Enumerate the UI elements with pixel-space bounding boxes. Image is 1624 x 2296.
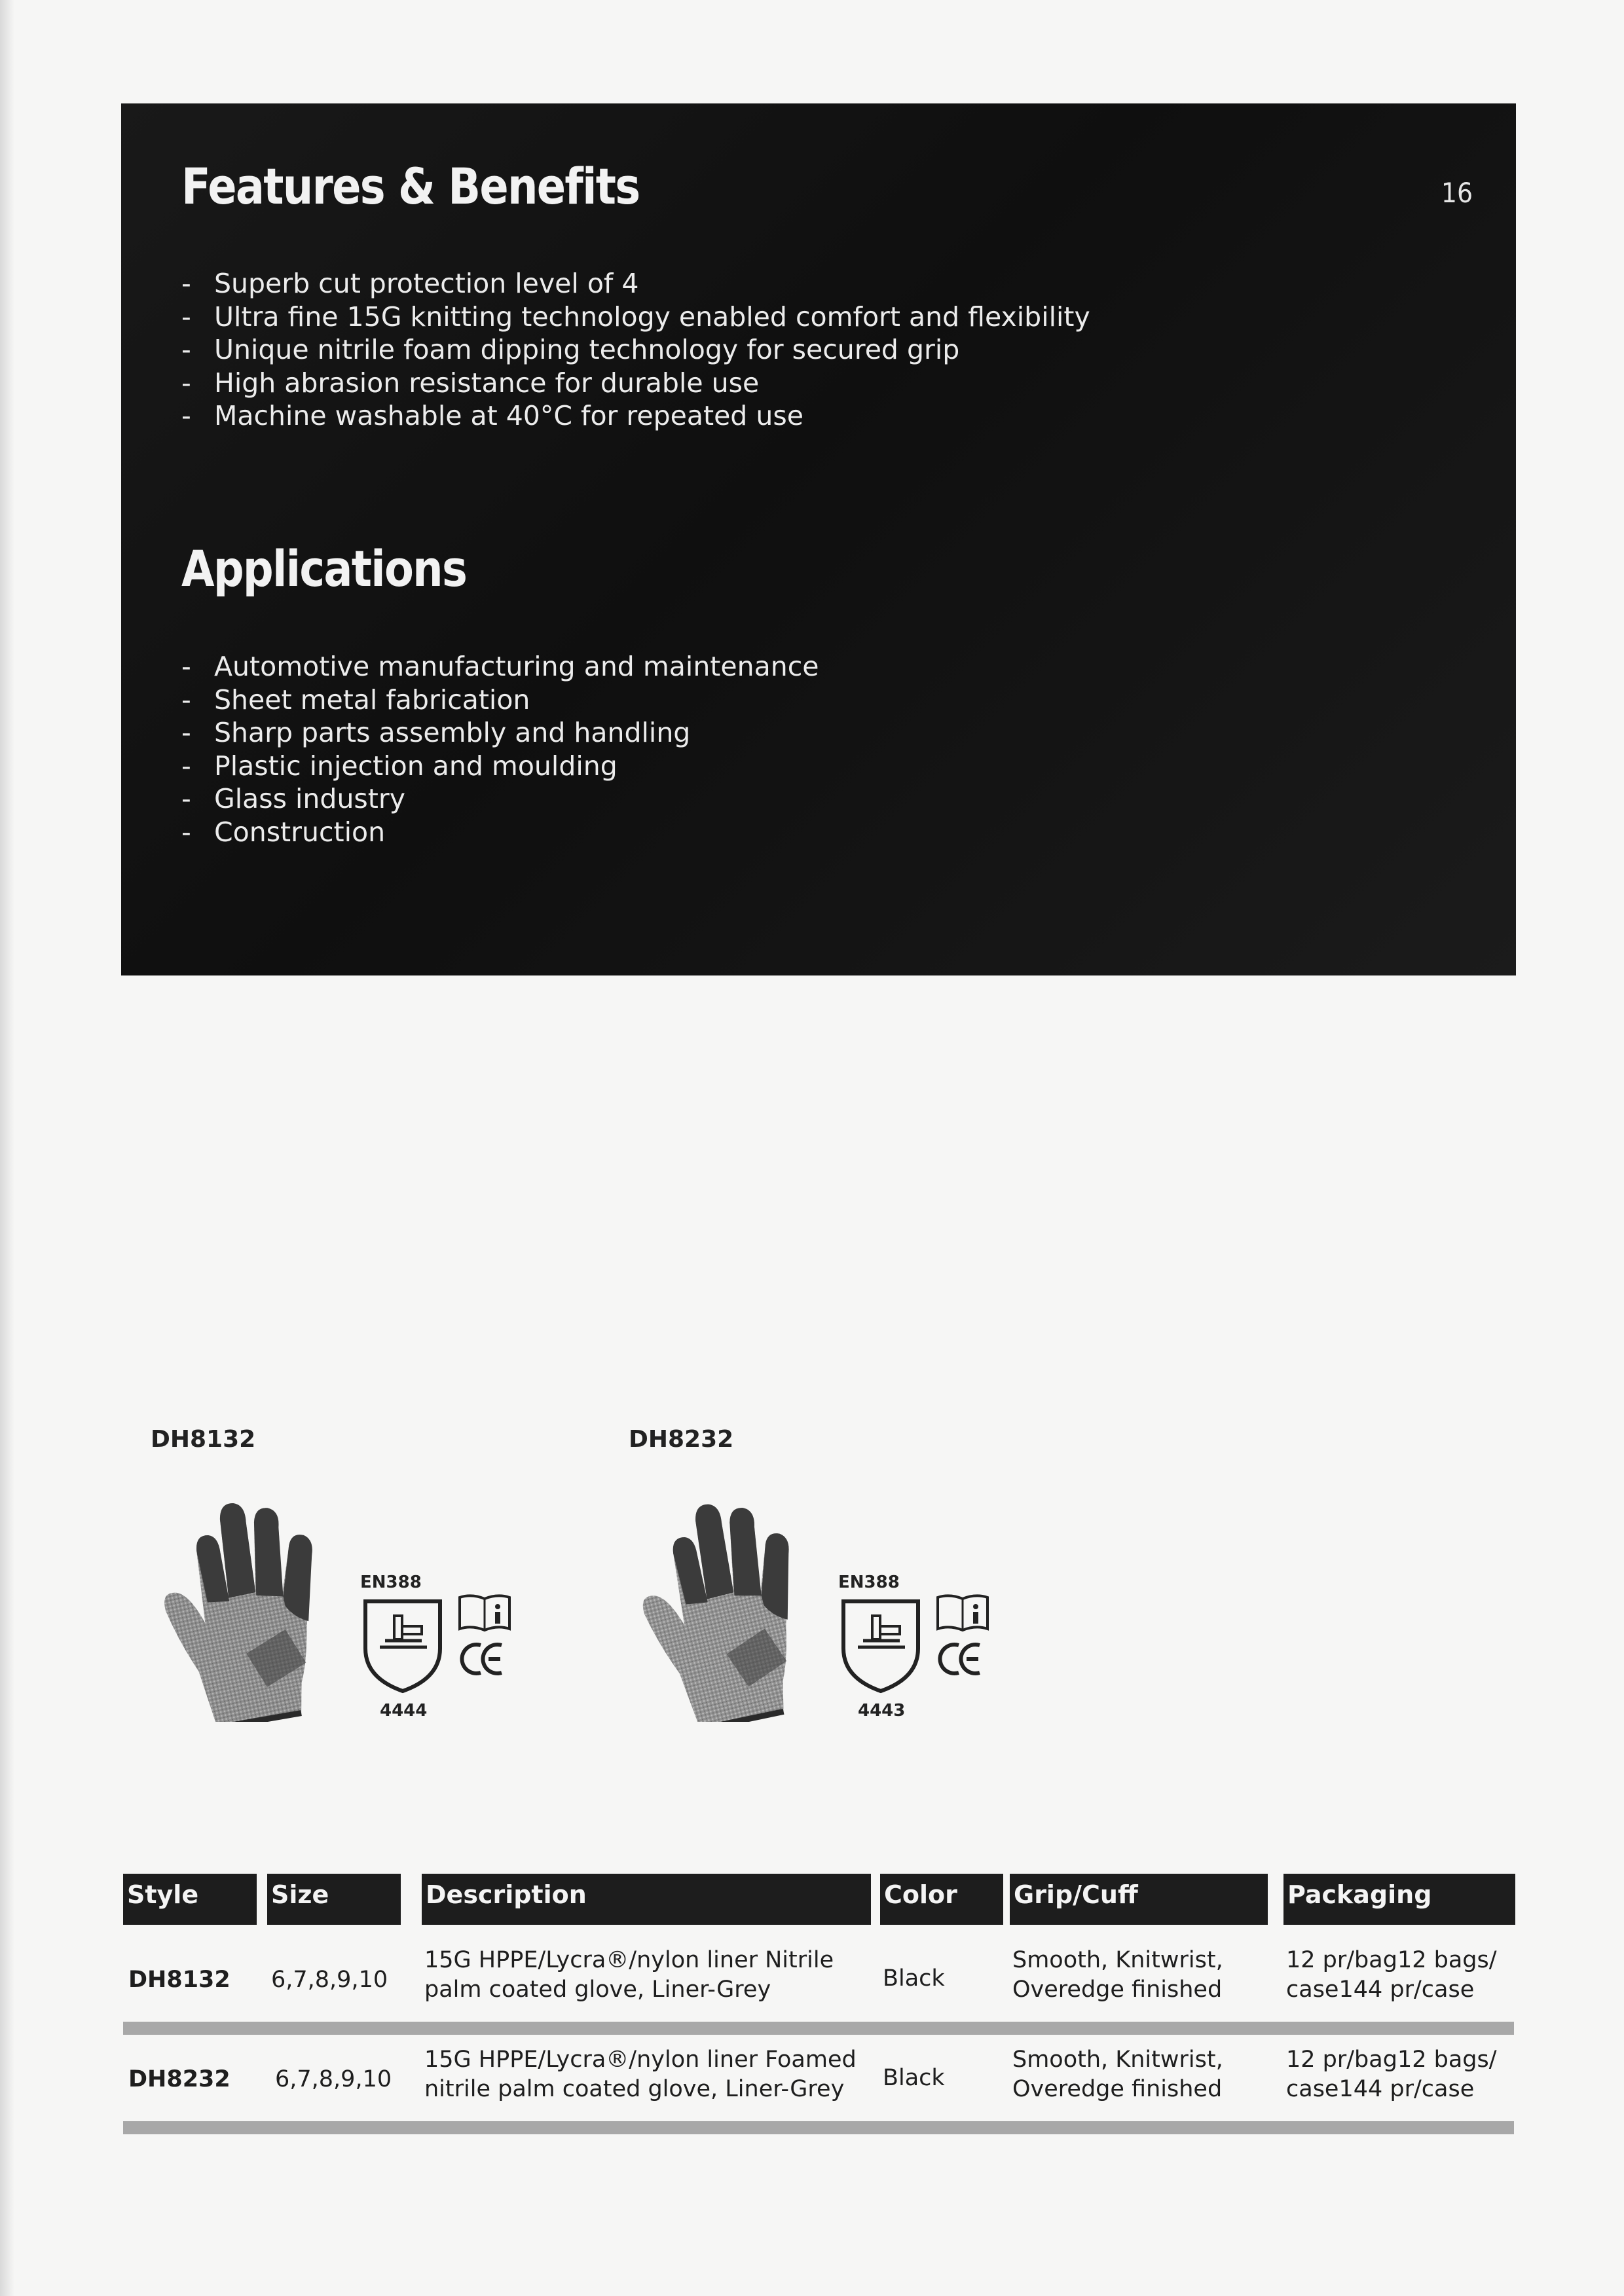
glove-image bbox=[144, 1460, 373, 1722]
cell-grip-line2: Overedge finished bbox=[1012, 1977, 1223, 2003]
feature-item: - Unique nitrile foam dipping technology for secured grip bbox=[181, 333, 1090, 367]
application-item: - Automotive manufacturing and maintenance bbox=[181, 650, 819, 683]
product-style-code: DH8132 bbox=[151, 1426, 256, 1453]
application-item: - Construction bbox=[181, 816, 819, 849]
info-book-icon bbox=[935, 1592, 990, 1633]
ce-mark-icon bbox=[938, 1640, 984, 1678]
feature-item: - High abrasion resistance for durable use bbox=[181, 367, 1090, 400]
en388-label: EN388 bbox=[838, 1573, 900, 1592]
cell-style: DH8232 bbox=[128, 2066, 231, 2092]
row-divider bbox=[123, 2121, 1514, 2134]
cell-style: DH8132 bbox=[128, 1967, 231, 1993]
cell-size: 6,7,8,9,10 bbox=[271, 1967, 388, 1993]
features-panel bbox=[121, 103, 1516, 975]
application-item: - Sharp parts assembly and handling bbox=[181, 716, 819, 750]
shield-icon bbox=[838, 1596, 923, 1694]
application-item: - Sheet metal fabrication bbox=[181, 683, 819, 717]
page-edge-shadow bbox=[0, 0, 14, 2296]
ce-mark-icon bbox=[460, 1640, 506, 1678]
features-title: Features & Benefits bbox=[181, 157, 640, 215]
applications-title: Applications bbox=[181, 539, 467, 598]
feature-item: - Machine washable at 40°C for repeated use bbox=[181, 399, 1090, 433]
table-header-style: Style bbox=[123, 1874, 257, 1925]
cell-packaging-line2: case144 pr/case bbox=[1286, 1977, 1475, 2003]
cell-color: Black bbox=[883, 1965, 945, 1992]
table-header-grip-cuff: Grip/Cuff bbox=[1010, 1874, 1268, 1925]
cell-packaging-line2: case144 pr/case bbox=[1286, 2076, 1475, 2102]
table-header-description: Description bbox=[422, 1874, 871, 1925]
feature-item: - Ultra fine 15G knitting technology enabled comfort and flexibility bbox=[181, 301, 1090, 334]
en388-rating: 4443 bbox=[858, 1701, 906, 1721]
cell-packaging-line1: 12 pr/bag12 bags/ bbox=[1286, 2047, 1497, 2073]
table-row bbox=[123, 2037, 1514, 2136]
table-header-size: Size bbox=[267, 1874, 401, 1925]
cell-grip-line2: Overedge finished bbox=[1012, 2076, 1223, 2102]
cell-size: 6,7,8,9,10 bbox=[275, 2066, 392, 2092]
cell-description-line1: 15G HPPE/Lycra®/nylon liner Foamed bbox=[424, 2047, 857, 2073]
product-card-dh8232 bbox=[616, 1414, 1035, 1728]
application-item: - Plastic injection and moulding bbox=[181, 750, 819, 783]
cell-description-line2: nitrile palm coated glove, Liner-Grey bbox=[424, 2076, 845, 2102]
cell-description-line1: 15G HPPE/Lycra®/nylon liner Nitrile bbox=[424, 1947, 834, 1973]
row-divider bbox=[123, 2022, 1514, 2035]
shield-icon bbox=[360, 1596, 445, 1694]
cell-color: Black bbox=[883, 2065, 945, 2091]
en388-label: EN388 bbox=[360, 1573, 422, 1592]
page-number: 16 bbox=[1441, 177, 1473, 209]
info-book-icon bbox=[457, 1592, 512, 1633]
product-style-code: DH8232 bbox=[629, 1426, 734, 1453]
cell-packaging-line1: 12 pr/bag12 bags/ bbox=[1286, 1947, 1497, 1973]
table-header-packaging: Packaging bbox=[1283, 1874, 1515, 1925]
feature-item: - Superb cut protection level of 4 bbox=[181, 267, 1090, 301]
table-row bbox=[123, 1938, 1514, 2036]
features-list bbox=[181, 267, 1090, 433]
applications-list bbox=[181, 650, 819, 848]
en388-rating: 4444 bbox=[380, 1701, 428, 1721]
cell-description-line2: palm coated glove, Liner-Grey bbox=[424, 1977, 771, 2003]
application-item: - Glass industry bbox=[181, 782, 819, 816]
product-card-dh8132 bbox=[138, 1414, 557, 1728]
cell-grip-line1: Smooth, Knitwrist, bbox=[1012, 2047, 1223, 2073]
table-header-color: Color bbox=[880, 1874, 1003, 1925]
glove-image bbox=[622, 1460, 851, 1722]
cell-grip-line1: Smooth, Knitwrist, bbox=[1012, 1947, 1223, 1973]
